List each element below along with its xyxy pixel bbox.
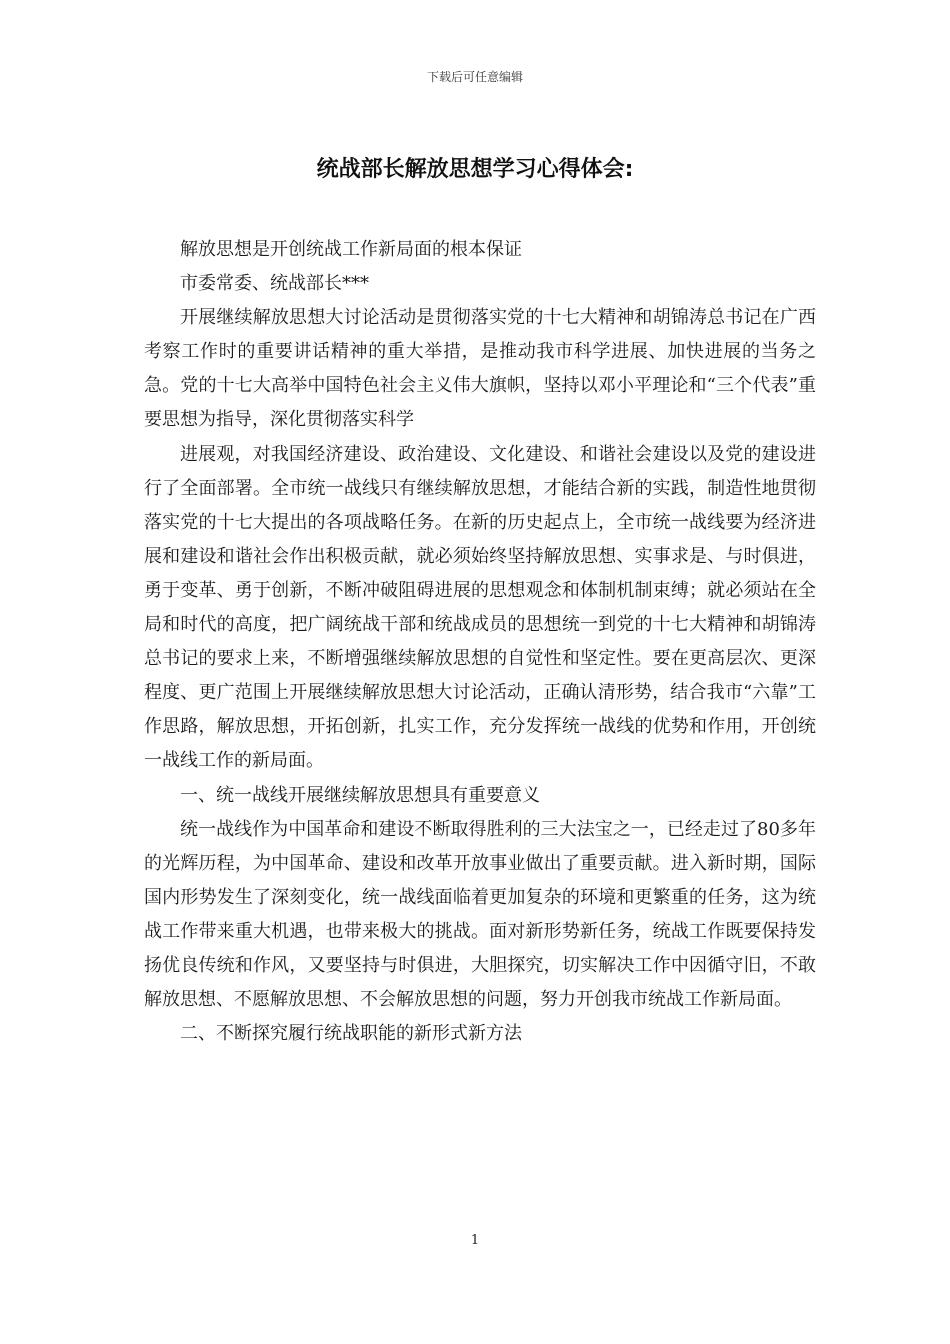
subtitle-paragraph: 解放思想是开创统战工作新局面的根本保证	[180, 239, 522, 260]
author-line: 市委常委、统战部长***	[180, 273, 369, 295]
page-number: 1	[470, 1233, 480, 1248]
header-note: 下载后可任意编辑	[426, 70, 523, 84]
document-title: 统战部长解放思想学习心得体会:	[316, 157, 634, 182]
body-paragraph: 进展观，对我国经济建设、政治建设、文化建设、和谐社会建设以及党的建设进行了全面部署。全市统一战线只有继续解放思想，才能结合新的实践，制造性地贯彻落实党的十七大提出的各项战略任务。在新的历史起点上，全市统一战线要为经济进展和建设和谐社会作出积极贡献，就必须始终坚持解放思想、实事求是、与时俱进，勇于变革、勇于创新，不断冲破阻碍进展的思想观念和体制机制束缚；就必须站在全局和时代的高度，把广阔统战干部和统战成员的思想统一到党的十七大精神和胡锦涛总书记的要求上来，不断增强继续解放思想的自觉性和坚定性。要在更高层次、更深程度、更广范围上开展继续解放思想大讨论活动，正确认清形势，结合我市“六靠”工作思路，解放思想，开拓创新，扎实工作，充分发挥统一战线的优势和作用，开创统一战线工作的新局面。	[144, 443, 816, 772]
body-paragraph: 统一战线作为中国革命和建设不断取得胜利的三大法宝之一，已经走过了80多年的光辉历程，为中国革命、建设和改革开放事业做出了重要贡献。进入新时期，国际国内形势发生了深刻变化，统一战线面临着更加复杂的环境和更繁重的任务，这为统战工作带来重大机遇，也带来极大的挑战。面对新形势新任务，统战工作既要保持发扬优良传统和作风，又要坚持与时俱进，大胆探究，切实解决工作中因循守旧，不敢解放思想、不愿解放思想、不会解放思想的问题，努力开创我市统战工作新局面。	[144, 818, 816, 1011]
body-paragraph: 开展继续解放思想大讨论活动是贯彻落实党的十七大精神和胡锦涛总书记在广西考察工作时的重要讲话精神的重大举措，是推动我市科学进展、加快进展的当务之急。党的十七大高举中国特色社会主义伟大旗帜，坚持以邓小平理论和“三个代表”重要思想为指导，深化贯彻落实科学	[144, 307, 816, 431]
document-body	[144, 233, 816, 1051]
section-heading: 二、不断探究履行统战职能的新形式新方法	[180, 1023, 522, 1045]
section-heading: 一、统一战线开展继续解放思想具有重要意义	[180, 784, 540, 806]
